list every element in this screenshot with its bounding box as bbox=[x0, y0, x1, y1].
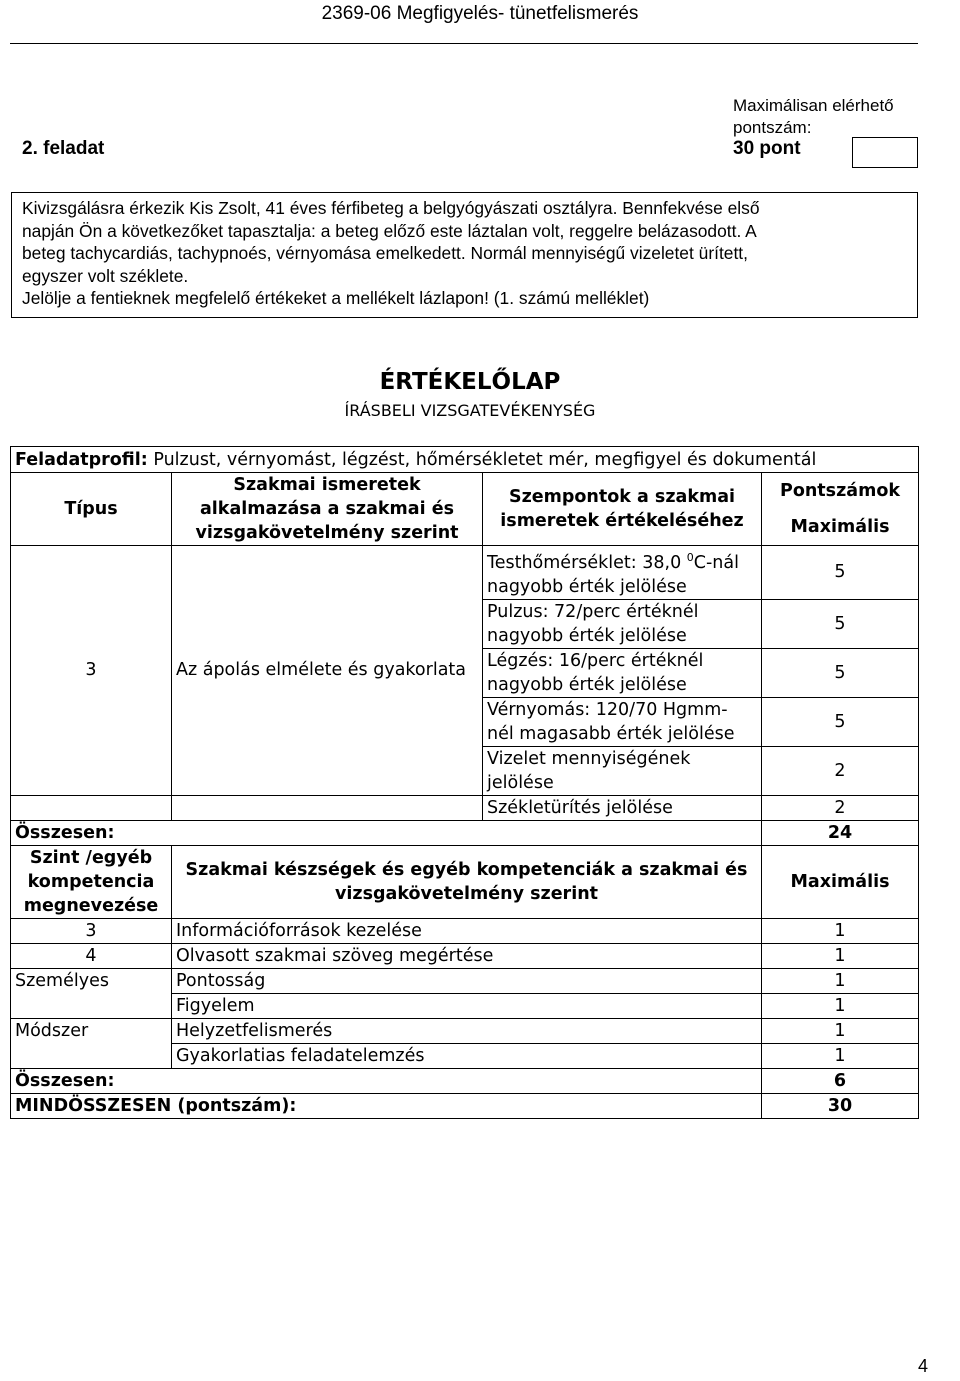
criterion-cell bbox=[483, 746, 762, 795]
skill-level: 4 bbox=[11, 943, 172, 968]
criterion-points: 5 bbox=[762, 546, 919, 600]
criterion-line-1: Légzés: 16/perc értéknél bbox=[487, 650, 704, 671]
col-header-criteria-line-1: Szempontok a szakmai bbox=[508, 487, 735, 507]
criterion-points: 2 bbox=[762, 795, 919, 820]
max-points-label-line-1: Maximálisan elérhető bbox=[733, 96, 894, 115]
skill-points: 1 bbox=[762, 918, 919, 943]
task-profile-label: Feladatprofil: bbox=[15, 449, 148, 470]
col-header-criteria-line-2: ismeretek értékeléséhez bbox=[500, 511, 744, 531]
grand-total-value: 30 bbox=[762, 1093, 919, 1118]
page-number: 4 bbox=[918, 1356, 929, 1376]
scenario-line: egyszer volt széklete. bbox=[22, 265, 189, 286]
criterion-cell bbox=[483, 648, 762, 697]
skills-header-level-line-2: kompetencia bbox=[27, 871, 155, 892]
scenario-line: Kivizsgálásra érkezik Kis Zsolt, 41 éves férfibeteg a belgyógyászati osztályra. Bennfekvése első bbox=[22, 198, 760, 218]
criterion-cell bbox=[483, 546, 762, 600]
skills-total-value: 6 bbox=[762, 1068, 919, 1093]
criterion-points: 5 bbox=[762, 697, 919, 746]
col-header-knowledge-line-3: vizsgakövetelmény szerint bbox=[195, 523, 459, 543]
col-header-type: Típus bbox=[11, 473, 172, 546]
col-header-knowledge bbox=[172, 473, 483, 546]
criterion-line-2: nagyobb érték jelölése bbox=[487, 674, 687, 695]
scenario-instruction: Jelölje a fentieknek megfelelő értékeket a mellékelt lázlapon! (1. számú melléklet) bbox=[22, 288, 650, 309]
knowledge-area-empty bbox=[172, 795, 483, 820]
skill-level: Személyes bbox=[11, 968, 172, 993]
skill-points: 1 bbox=[762, 1018, 919, 1043]
task-profile-text: Pulzust, vérnyomást, légzést, hőmérsékletet mér, megfigyel és dokumentál bbox=[147, 449, 817, 470]
criterion-cell bbox=[483, 599, 762, 648]
skill-points: 1 bbox=[762, 993, 919, 1018]
evaluation-table bbox=[10, 446, 919, 1119]
grand-total-label: MINDÖSSZESEN (pontszám): bbox=[11, 1093, 762, 1118]
skill-level: Módszer bbox=[11, 1018, 172, 1043]
task-profile-row bbox=[11, 447, 919, 473]
header-divider bbox=[10, 43, 918, 44]
skill-points: 1 bbox=[762, 968, 919, 993]
skills-header-level bbox=[11, 845, 172, 918]
max-points-value: 30 pont bbox=[733, 138, 801, 159]
criterion-line-2: nél magasabb érték jelölése bbox=[487, 723, 735, 744]
form-title: ÉRTÉKELŐLAP bbox=[379, 369, 561, 395]
form-subtitle: ÍRÁSBELI VIZSGATEVÉKENYSÉG bbox=[344, 401, 596, 420]
criterion-line-2: nagyobb érték jelölése bbox=[487, 576, 687, 597]
col-header-knowledge-line-2: alkalmazása a szakmai és bbox=[200, 499, 454, 519]
skill-points: 1 bbox=[762, 943, 919, 968]
scenario-line: napján Ön a következőket tapasztalja: a beteg előző este láztalan volt, reggelre belázasodott. A bbox=[22, 220, 757, 241]
criterion-points: 2 bbox=[762, 746, 919, 795]
criterion-cell bbox=[483, 697, 762, 746]
skill-description: Figyelem bbox=[172, 993, 762, 1018]
scenario-box bbox=[11, 192, 918, 318]
task-label: 2. feladat bbox=[22, 138, 105, 159]
criterion-line-1: Vizelet mennyiségének bbox=[487, 748, 691, 769]
score-entry-box[interactable] bbox=[852, 137, 918, 168]
skills-header-description-line-1: Szakmai készségek és egyéb kompetenciák a szakmai és bbox=[185, 859, 748, 880]
skill-description: Információforrások kezelése bbox=[172, 918, 762, 943]
skill-description: Helyzetfelismerés bbox=[172, 1018, 762, 1043]
criterion-line-1: Vérnyomás: 120/70 Hgmm- bbox=[487, 699, 728, 720]
knowledge-area: Az ápolás elmélete és gyakorlata bbox=[172, 546, 483, 796]
criterion-line-2: nagyobb érték jelölése bbox=[487, 625, 687, 646]
knowledge-type: 3 bbox=[11, 546, 172, 796]
skills-header-description bbox=[172, 845, 762, 918]
skill-level bbox=[11, 1043, 172, 1068]
page-header-title: 2369-06 Megfigyelés- tünetfelismerés bbox=[321, 3, 639, 24]
skill-level: 3 bbox=[11, 918, 172, 943]
skills-header-max: Maximális bbox=[762, 845, 919, 918]
skill-level bbox=[11, 993, 172, 1018]
col-header-maximum: Maximális bbox=[790, 517, 890, 537]
skill-description: Pontosság bbox=[172, 968, 762, 993]
col-header-knowledge-line-1: Szakmai ismeretek bbox=[233, 475, 421, 495]
criterion-points: 5 bbox=[762, 648, 919, 697]
col-header-points bbox=[762, 473, 919, 546]
skill-points: 1 bbox=[762, 1043, 919, 1068]
knowledge-total-value: 24 bbox=[762, 820, 919, 845]
skill-description: Gyakorlatias feladatelemzés bbox=[172, 1043, 762, 1068]
max-points-label bbox=[733, 95, 894, 139]
knowledge-type-empty bbox=[11, 795, 172, 820]
criterion-points: 5 bbox=[762, 599, 919, 648]
skills-header-description-line-2: vizsgakövetelmény szerint bbox=[334, 883, 599, 904]
skills-header-level-line-3: megnevezése bbox=[23, 895, 159, 916]
criterion-line-1: Testhőmérséklet: 38,0 bbox=[487, 552, 687, 573]
criterion-line-2: jelölése bbox=[487, 772, 554, 793]
degree-superscript: 0 bbox=[686, 551, 694, 564]
col-header-criteria bbox=[483, 473, 762, 546]
knowledge-total-label: Összesen: bbox=[11, 820, 762, 845]
criterion-line-1: Pulzus: 72/perc értéknél bbox=[487, 601, 699, 622]
scenario-line: beteg tachycardiás, tachypnoés, vérnyomása emelkedett. Normál mennyiségű vizeletet ürített, bbox=[22, 243, 748, 264]
skills-total-label: Összesen: bbox=[11, 1068, 762, 1093]
skills-header-level-line-1: Szint /egyéb bbox=[29, 847, 153, 868]
criterion-cell: Székletürítés jelölése bbox=[483, 795, 762, 820]
skill-description: Olvasott szakmai szöveg megértése bbox=[172, 943, 762, 968]
max-points-label-line-2: pontszám: bbox=[733, 118, 812, 137]
criterion-line-1b: C-nál bbox=[693, 552, 739, 573]
col-header-points-label: Pontszámok bbox=[780, 481, 900, 501]
